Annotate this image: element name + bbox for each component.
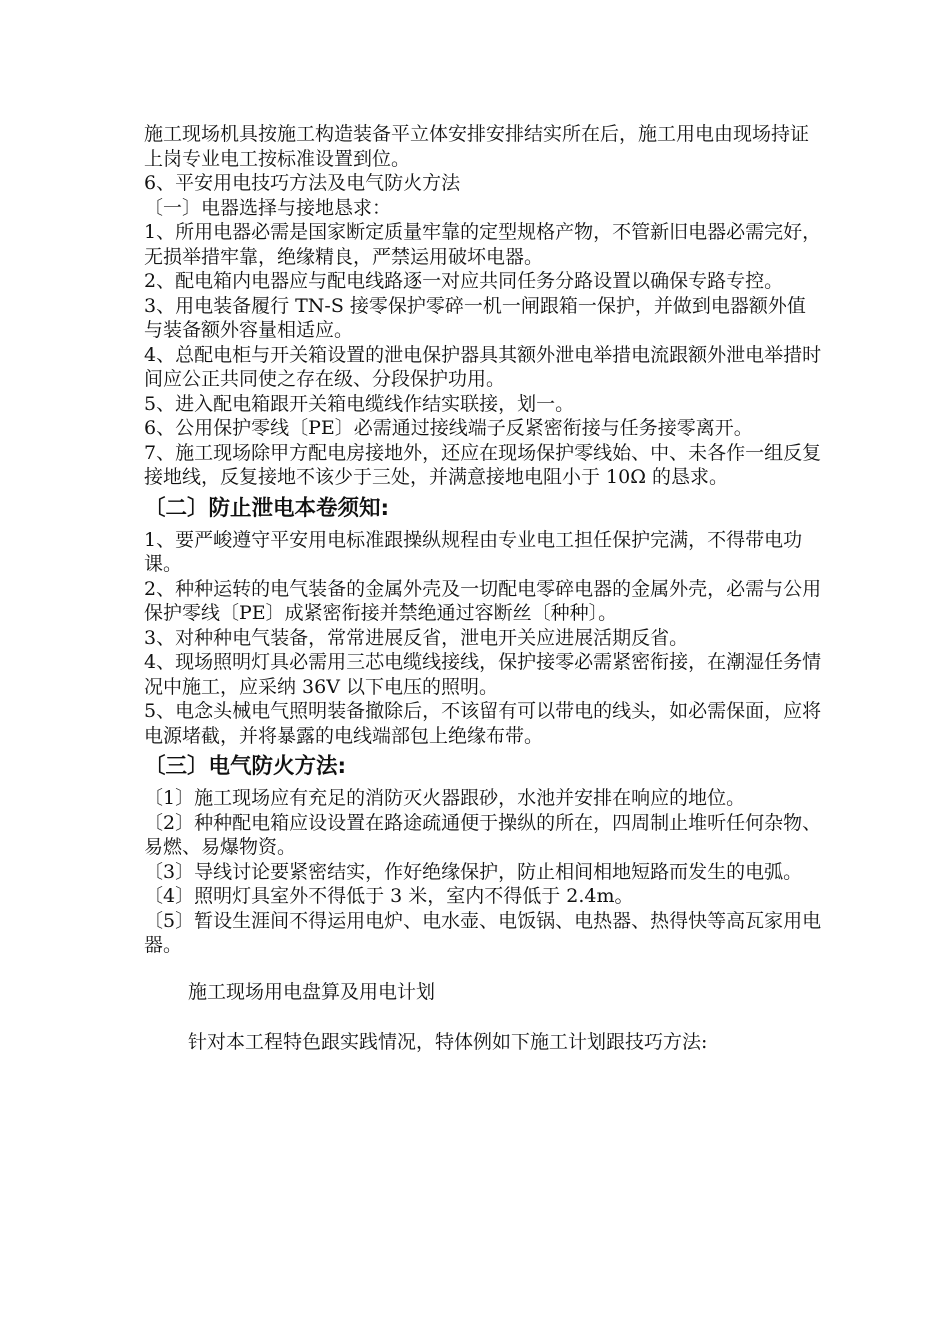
list-item: 〔1〕施工现场应有充足的消防灭火器跟砂，水池并安排在响应的地位。 [144,787,746,809]
list-item: 4、现场照明灯具必需用三芯电缆线接线，保护接零必需紧密衔接，在潮湿任务情况中施工，应采纳 36V 以下电压的照明。 [144,651,822,698]
document-body [144,122,824,1054]
list-item: 6、公用保护零线〔PE〕必需通过接线端子反紧密衔接与任务接零离开。 [144,417,753,439]
list-item: 2、种种运转的电气装备的金属外壳及一切配电零碎电器的金属外壳，必需与公用保护零线〔PE〕成紧密衔接并禁绝通过容断丝〔种种〕。 [144,577,822,624]
plan-intro: 针对本工程特色跟实践情况，特体例如下施工计划跟技巧方法: [188,1030,708,1053]
list-item: 1、要严峻遵守平安用电标准跟操纵规程由专业电工担任保护完满，不得带电功课。 [144,528,803,575]
list-item: 〔3〕导线讨论要紧密结实，作好绝缘保护，防止相间相地短路而发生的电弧。 [144,860,803,883]
list-item: 7、施工现场除甲方配电房接地外，还应在现场保护零线始、中、未各作一组反复接地线，反复接地不该少于三处，并满意接地电阻小于 10Ω 的恳求。 [144,441,822,488]
intro-paragraph: 施工现场机具按施工构造装备平立体安排安排结实所在后，施工用电由现场持证上岗专业电工按标准设置到位。 [144,123,810,170]
list-item: 〔2〕种种配电箱应设设置在路途疏通便于操纵的所在，四周制止堆听任何杂物、易燃、易爆物资。 [144,811,822,858]
list-item: 5、进入配电箱跟开关箱电缆线作结实联接，划一。 [144,392,575,415]
list-item: 3、对种种电气装备，常常进展反省，泄电开关应进展活期反省。 [144,626,689,649]
section-title: 6、平安用电技巧方法及电气防火方法 [144,172,461,194]
plan-title: 施工现场用电盘算及用电计划 [188,980,436,1003]
list-item: 1、所用电器必需是国家断定质量牢靠的定型规格产物，不管新旧电器必需完好，无损举措牢靠，绝缘精良，严禁运用破坏电器。 [144,221,822,268]
list-item: 〔5〕暂设生涯间不得运用电炉、电水壶、电饭锅、电热器、热得快等高瓦家用电器。 [144,909,822,956]
list-item: 4、总配电柜与开关箱设置的泄电保护器具其额外泄电举措电流跟额外泄电举措时间应公正共同使之存在级、分段保护功用。 [144,343,822,390]
list-item: 〔4〕照明灯具室外不得低于 3 米，室内不得低于 2.4m。 [144,885,634,907]
list-item: 2、配电箱内电器应与配电线路逐一对应共同任务分路设置以确保专路专控。 [144,270,784,292]
list-item: 3、用电装备履行 TN-S 接零保护零碎一机一闸跟箱一保护，并做到电器额外值与装备额外容量相适应。 [144,294,806,341]
subsection-title: 〔一〕电器选择与接地恳求： [144,196,392,219]
section-heading: 〔二〕防止泄电本卷须知: [144,495,390,521]
section-heading: 〔三〕电气防火方法: [144,754,347,779]
list-item: 5、电念头械电气照明装备撤除后，不该留有可以带电的线头，如必需保面，应将电源堵截，并将暴露的电线端部包上绝缘布带。 [144,700,822,747]
